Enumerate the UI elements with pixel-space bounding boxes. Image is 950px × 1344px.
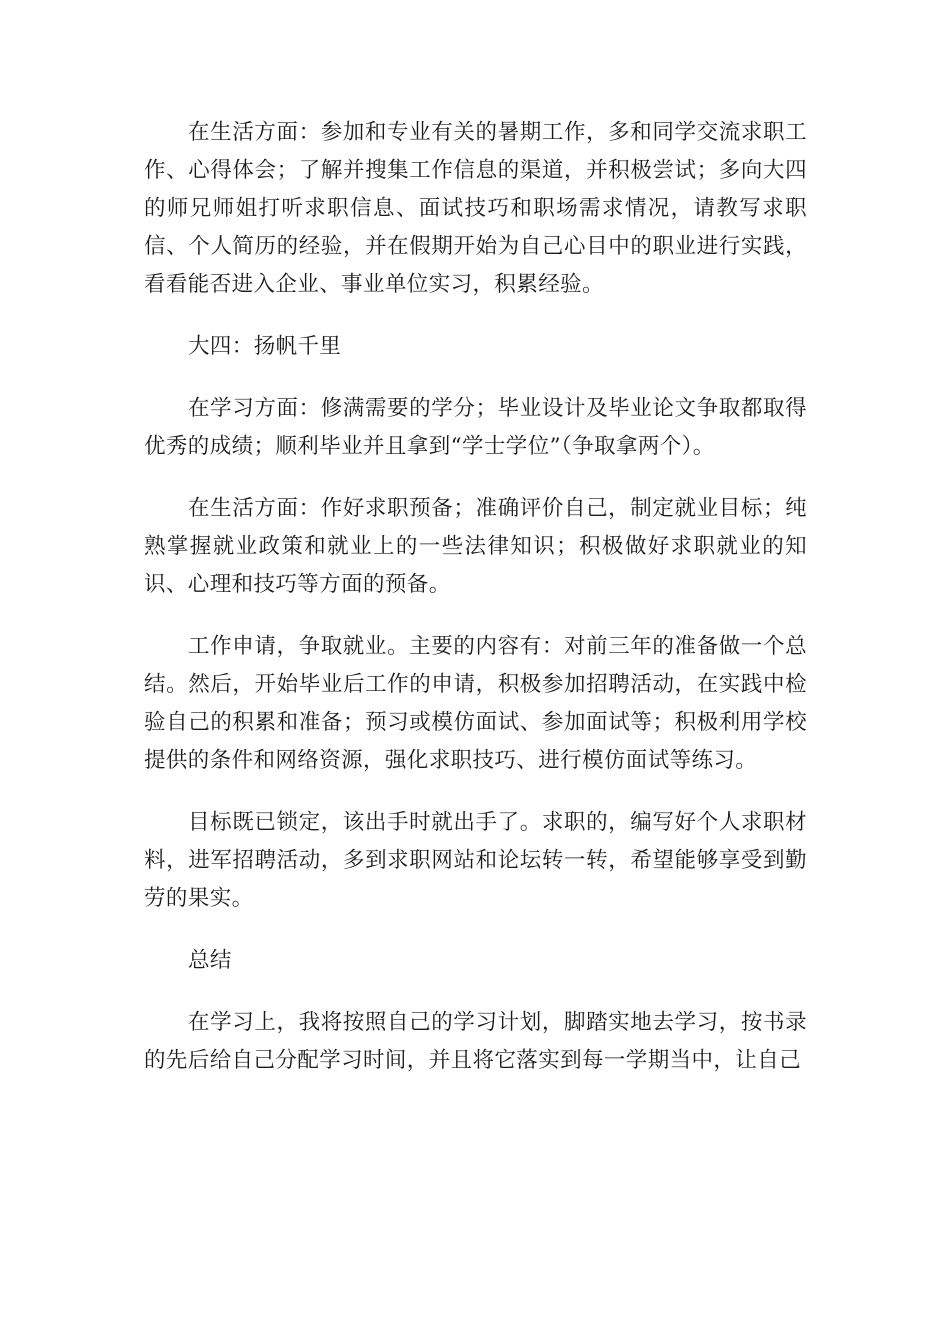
paragraph-job-application: 工作申请，争取就业。主要的内容有：对前三年的准备做一个总结。然后，开始毕业后工作的申请，积极参加招聘活动，在实践中检验自己的积累和准备；预习或模仿面试、参加面试等；积极利用学校提供的条件和网络资源，强化求职技巧、进行模仿面试等练习。 — [144, 634, 807, 773]
section-heading-summary: 总结 — [188, 948, 232, 973]
paragraph-job-target: 目标既已锁定，该出手时就出手了。求职的，编写好个人求职材料，进军招聘活动，多到求职网站和论坛转一转，希望能够享受到勤劳的果实。 — [144, 810, 807, 911]
paragraph-life-senior: 在生活方面：作好求职预备；准确评价自己，制定就业目标；纯熟掌握就业政策和就业上的一些法律知识；积极做好求职就业的知识、心理和技巧等方面的预备。 — [144, 496, 807, 597]
paragraph-summary-study: 在学习上，我将按照自己的学习计划，脚踏实地去学习，按书录的先后给自己分配学习时间，并且将它落实到每一学期当中，让自己 — [144, 1010, 807, 1073]
paragraph-study-senior: 在学习方面：修满需要的学分；毕业设计及毕业论文争取都取得优秀的成绩；顺利毕业并且拿到“学士学位”（争取拿两个）。 — [144, 396, 807, 459]
document-body — [144, 114, 807, 1104]
section-heading-senior-year: 大四：扬帆千里 — [188, 334, 342, 359]
paragraph-life-internship: 在生活方面：参加和专业有关的暑期工作，多和同学交流求职工作、心得体会；了解并搜集工作信息的渠道，并积极尝试；多向大四的师兄师姐打听求职信息、面试技巧和职场需求情况，请教写求职信、个人简历的经验，并在假期开始为自己心目中的职业进行实践，看看能否进入企业、事业单位实习，积累经验。 — [144, 120, 807, 297]
